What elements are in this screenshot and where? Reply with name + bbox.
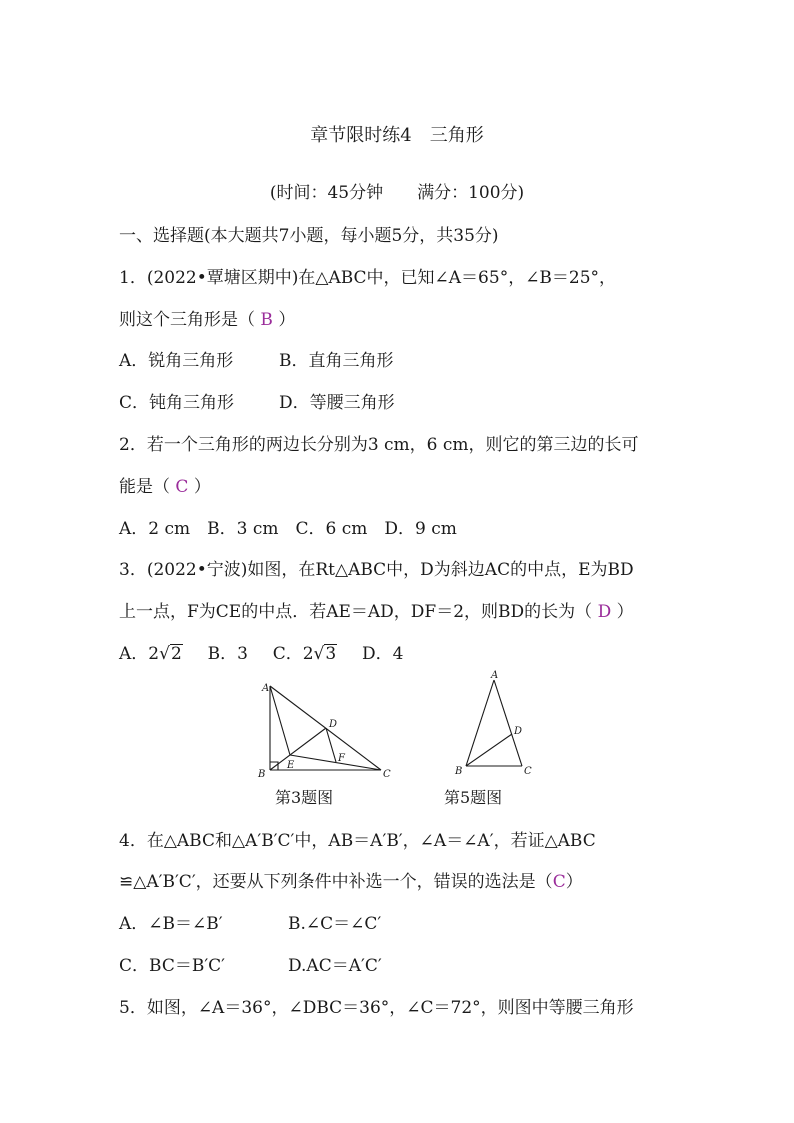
sqrt-icon: √ xyxy=(159,644,170,664)
figure-5-caption: 第5题图 xyxy=(444,788,503,807)
q4-options-row1 xyxy=(119,913,381,935)
q1-option-b: B．直角三角形 xyxy=(279,351,394,371)
q2-stem-end: 能是（ xyxy=(119,477,170,497)
q2-answer: C xyxy=(175,477,189,497)
time-limit: (时间：45分钟 xyxy=(269,183,384,203)
q4-stem-end: ≌△A′B′C′，还要从下列条件中补选一个，错误的选法是（ xyxy=(119,872,553,892)
q1-line1: 1．(2022•覃塘区期中)在△ABC中，已知∠A＝65°，∠B＝25°， xyxy=(119,268,617,288)
q3-option-b: B．3 xyxy=(207,644,248,664)
q3-option-c-radicand: 3 xyxy=(325,644,337,664)
point-label-e: E xyxy=(287,760,295,771)
q1-paren-close: ） xyxy=(278,310,296,330)
q3-option-a-radicand: 2 xyxy=(170,644,182,664)
q1-options-row1 xyxy=(119,350,394,372)
point-label-d: D xyxy=(329,719,338,730)
q4-option-c: C．BC＝B′C′ xyxy=(119,956,226,976)
section-heading: 一、选择题(本大题共7小题，每小题5分，共35分) xyxy=(119,226,499,246)
sqrt-icon: √ xyxy=(313,644,325,664)
q4-answer: C xyxy=(552,872,566,892)
q4-option-d: D.AC＝A′C′ xyxy=(288,956,382,976)
q3-option-a-coef: A．2 xyxy=(119,644,160,664)
q3-paren-close: ） xyxy=(616,602,634,622)
segment-df xyxy=(326,728,336,762)
point-label-c: C xyxy=(524,766,532,777)
q4-options-row2 xyxy=(119,955,382,977)
q3-option-d: D．4 xyxy=(362,644,404,664)
q3-stem-end: 上一点，F为CE的中点．若AE＝AD，DF＝2，则BD的长为（ xyxy=(119,602,593,622)
segment-ac xyxy=(494,680,522,766)
point-label-c: C xyxy=(383,769,391,780)
q3-answer: D xyxy=(597,602,612,622)
q4-paren-close: ） xyxy=(565,872,583,892)
page-title: 章节限时练4 三角形 xyxy=(310,125,484,146)
q2-line2 xyxy=(119,476,211,498)
point-label-b: B xyxy=(455,766,463,777)
exam-meta xyxy=(0,182,794,204)
q3-line1: 3．(2022•宁波)如图，在Rt△ABC中，D为斜边AC的中点，E为BD xyxy=(119,560,634,580)
q2-line1: 2．若一个三角形的两边长分别为3 cm，6 cm，则它的第三边的长可 xyxy=(119,435,639,455)
point-label-b: B xyxy=(258,769,266,780)
q1-options-row2 xyxy=(119,392,395,414)
q5-line1: 5．如图，∠A＝36°，∠DBC＝36°，∠C＝72°，则图中等腰三角形 xyxy=(119,998,634,1018)
figure-3-diagram xyxy=(256,676,396,780)
segment-bd xyxy=(466,734,512,766)
q3-option-c-coef: C．2 xyxy=(272,644,314,664)
q1-stem-end: 则这个三角形是（ xyxy=(119,310,255,330)
point-label-d: D xyxy=(514,726,523,737)
q4-option-a: A．∠B＝∠B′ xyxy=(119,914,223,934)
q1-answer: B xyxy=(260,310,273,330)
q4-line1: 4．在△ABC和△A′B′C′中，AB＝A′B′，∠A＝∠A′，若证△ABC xyxy=(119,831,596,851)
q3-option-a xyxy=(119,644,183,664)
q1-option-a: A．锐角三角形 xyxy=(119,351,234,371)
segment-ae xyxy=(270,686,290,755)
q4-line2 xyxy=(119,871,583,893)
q1-option-c: C．钝角三角形 xyxy=(119,393,235,413)
point-label-a: A xyxy=(262,683,270,694)
segment-ec xyxy=(290,755,381,770)
segment-ab xyxy=(466,680,494,766)
q1-line2 xyxy=(119,309,295,331)
figure-5-diagram xyxy=(452,668,542,780)
q2-options: A．2 cm B．3 cm C．6 cm D．9 cm xyxy=(119,519,457,539)
point-label-f: F xyxy=(338,753,345,764)
point-label-a: A xyxy=(491,670,499,681)
q3-options xyxy=(119,643,403,665)
q2-paren-close: ） xyxy=(193,477,211,497)
q4-option-b: B.∠C＝∠C′ xyxy=(288,914,382,934)
q3-line2 xyxy=(119,601,634,623)
figure-3-caption: 第3题图 xyxy=(275,788,334,807)
q3-option-c xyxy=(273,644,338,664)
q1-option-d: D．等腰三角形 xyxy=(279,393,395,413)
full-score: 满分：100分) xyxy=(417,183,525,203)
